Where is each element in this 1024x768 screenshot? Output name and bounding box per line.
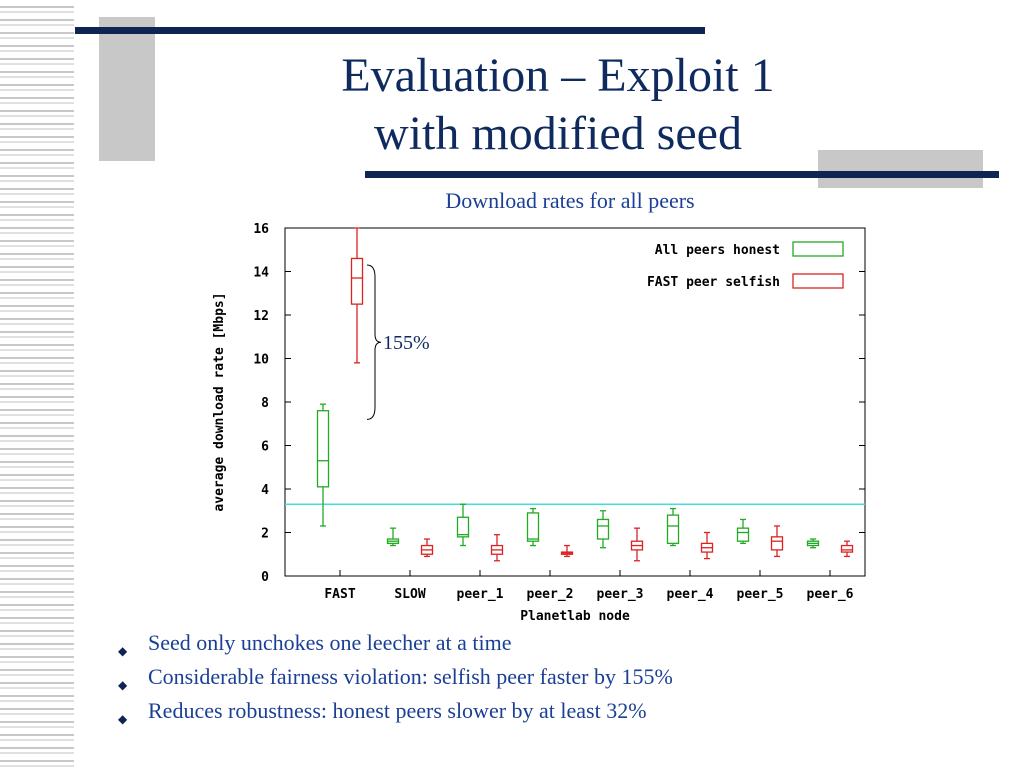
- bullet-text: Reduces robustness: honest peers slower by at least 32%: [148, 698, 647, 723]
- y-tick-label: 2: [261, 526, 269, 542]
- box-body: [738, 528, 749, 541]
- diamond-bullet-icon: ◆: [118, 678, 128, 692]
- x-tick-label: peer_3: [596, 587, 644, 602]
- decorative-bar-top: [75, 27, 705, 34]
- x-tick-label: SLOW: [394, 587, 426, 602]
- box-body: [458, 517, 469, 537]
- y-tick-label: 16: [253, 222, 269, 237]
- bullet-text: Seed only unchokes one leecher at a time: [148, 630, 512, 655]
- y-tick-label: 14: [253, 265, 269, 281]
- chart-container: [205, 215, 895, 625]
- y-tick-label: 0: [261, 570, 269, 585]
- chart-subtitle: Download rates for all peers: [445, 188, 695, 213]
- y-tick-label: 6: [261, 439, 269, 455]
- annotation-brace: [367, 265, 381, 419]
- legend-label: FAST peer selfish: [646, 275, 780, 290]
- box-body: [772, 537, 783, 550]
- bullet-item: [110, 660, 990, 694]
- y-tick-label: 10: [253, 352, 269, 368]
- box-body: [352, 258, 363, 304]
- box-body: [528, 513, 539, 541]
- boxplot-chart: [205, 215, 895, 625]
- y-tick-label: 8: [261, 396, 269, 411]
- diamond-bullet-icon: ◆: [118, 644, 128, 658]
- slide-title-line-1: Evaluation – Exploit 1: [341, 49, 775, 102]
- x-tick-label: peer_5: [736, 587, 784, 602]
- legend-swatch: [793, 242, 843, 256]
- y-tick-label: 12: [253, 309, 269, 324]
- x-tick-label: FAST: [324, 587, 356, 602]
- box-body: [668, 515, 679, 543]
- x-tick-label: peer_4: [666, 587, 714, 602]
- y-axis-label: average download rate [Mbps]: [212, 292, 227, 512]
- slide-title-line-2: with modified seed: [374, 107, 742, 160]
- x-tick-label: peer_1: [456, 587, 504, 602]
- legend-label: All peers honest: [654, 243, 780, 258]
- legend-swatch: [793, 274, 843, 288]
- box-body: [598, 519, 609, 539]
- diamond-bullet-icon: ◆: [118, 712, 128, 726]
- annotation-label: 155%: [383, 332, 430, 355]
- bullet-list: [110, 626, 990, 728]
- box-body: [842, 546, 853, 553]
- decorative-stripes: [0, 0, 74, 768]
- x-axis-label: Planetlab node: [520, 609, 630, 624]
- bullet-item: [110, 694, 990, 728]
- y-tick-label: 4: [261, 483, 269, 498]
- bullet-item: [110, 626, 990, 660]
- decorative-block-top-left: [99, 17, 155, 161]
- x-tick-label: peer_2: [526, 587, 574, 602]
- decorative-bar-right: [365, 171, 999, 178]
- box-body: [318, 411, 329, 487]
- x-tick-label: peer_6: [806, 587, 854, 602]
- bullet-text: Considerable fairness violation: selfish peer faster by 155%: [148, 664, 673, 689]
